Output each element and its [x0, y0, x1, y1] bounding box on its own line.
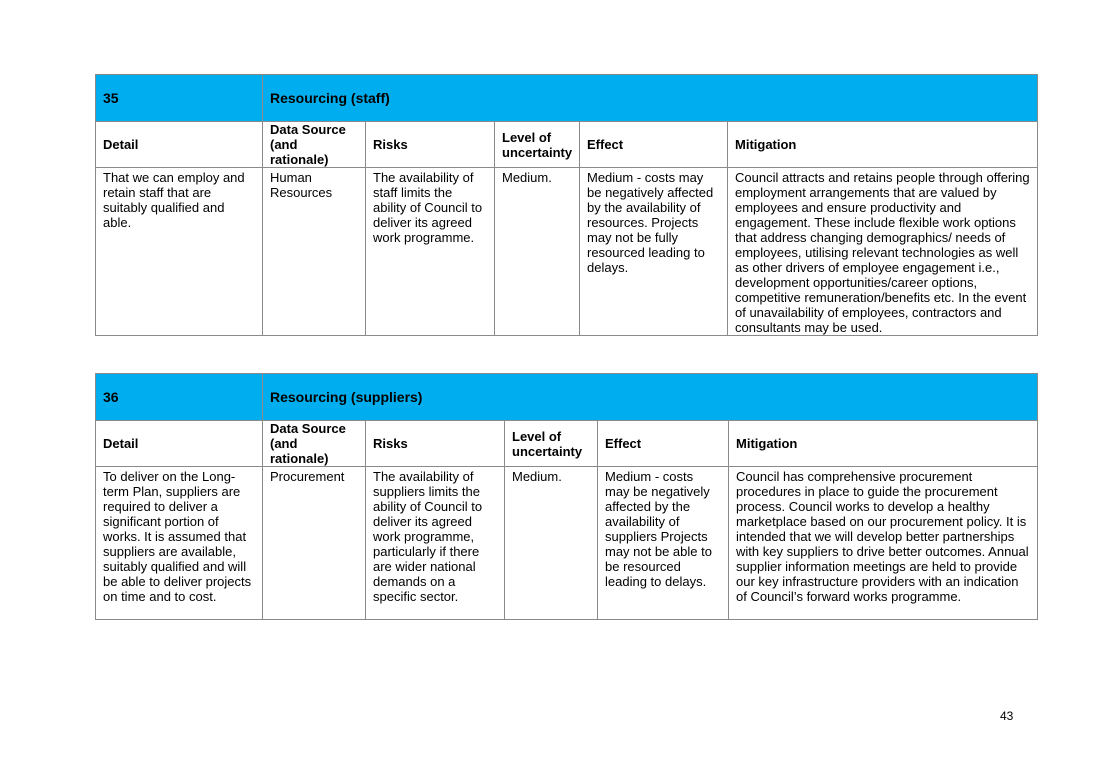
cell-detail: That we can employ and retain staff that are suitably qualified and able. — [96, 168, 263, 336]
header-data-source: Data Source (and rationale) — [263, 122, 366, 168]
section-title: Resourcing (staff) — [263, 75, 1038, 122]
header-detail: Detail — [96, 122, 263, 168]
section-number: 35 — [96, 75, 263, 122]
section-title: Resourcing (suppliers) — [263, 374, 1038, 421]
risk-section-35 — [95, 74, 1037, 336]
cell-mitigation: Council attracts and retains people through offering employment arrangements that are valued by employees and ensure productivity and engagement. These include flexible work options that address changing demographics/ needs of employees, utilising relevant technologies as well as other drivers of employee engagement i.e., development opportunities/career options, competitive remuneration/benefits etc. In the event of unavailability of employees, contractors and consultants may be used. — [728, 168, 1038, 336]
page-number: 43 — [1000, 709, 1014, 723]
header-risks: Risks — [366, 421, 505, 467]
header-detail: Detail — [96, 421, 263, 467]
header-effect: Effect — [580, 122, 728, 168]
risk-section-36 — [95, 373, 1037, 620]
cell-risks: The availability of suppliers limits the ability of Council to deliver its agreed work programme, particularly if there are wider national demands on a specific sector. — [366, 467, 505, 620]
cell-effect: Medium - costs may be negatively affected by the availability of suppliers Projects may not be able to be resourced leading to delays. — [598, 467, 729, 620]
cell-risks: The availability of staff limits the ability of Council to deliver its agreed work programme. — [366, 168, 495, 336]
section-title-row — [96, 75, 1038, 122]
risk-table — [95, 373, 1038, 620]
header-effect: Effect — [598, 421, 729, 467]
section-number: 36 — [96, 374, 263, 421]
cell-uncertainty: Medium. — [495, 168, 580, 336]
cell-mitigation: Council has comprehensive procurement procedures in place to guide the procurement process. Council works to develop a healthy marketplace based on our procurement policy. It is intended that we will develop better partnerships with key suppliers to drive better outcomes. Annual supplier information meetings are held to provide our key infrastructure providers with an indication of Council’s forward works programme. — [729, 467, 1038, 620]
header-risks: Risks — [366, 122, 495, 168]
cell-data-source: Procurement — [263, 467, 366, 620]
cell-uncertainty: Medium. — [505, 467, 598, 620]
table-header-row — [96, 421, 1038, 467]
header-mitigation: Mitigation — [729, 421, 1038, 467]
cell-effect: Medium - costs may be negatively affected by the availability of resources. Projects may not be fully resourced leading to delays. — [580, 168, 728, 336]
header-uncertainty: Level of uncertainty — [495, 122, 580, 168]
risk-table — [95, 74, 1038, 336]
table-row — [96, 168, 1038, 336]
cell-detail: To deliver on the Long-term Plan, suppliers are required to deliver a significant portion of works. It is assumed that suppliers are available, suitably qualified and will be able to deliver projects on time and to cost. — [96, 467, 263, 620]
table-header-row — [96, 122, 1038, 168]
header-mitigation: Mitigation — [728, 122, 1038, 168]
section-title-row — [96, 374, 1038, 421]
table-row — [96, 467, 1038, 620]
cell-data-source: Human Resources — [263, 168, 366, 336]
header-uncertainty: Level of uncertainty — [505, 421, 598, 467]
header-data-source: Data Source (and rationale) — [263, 421, 366, 467]
